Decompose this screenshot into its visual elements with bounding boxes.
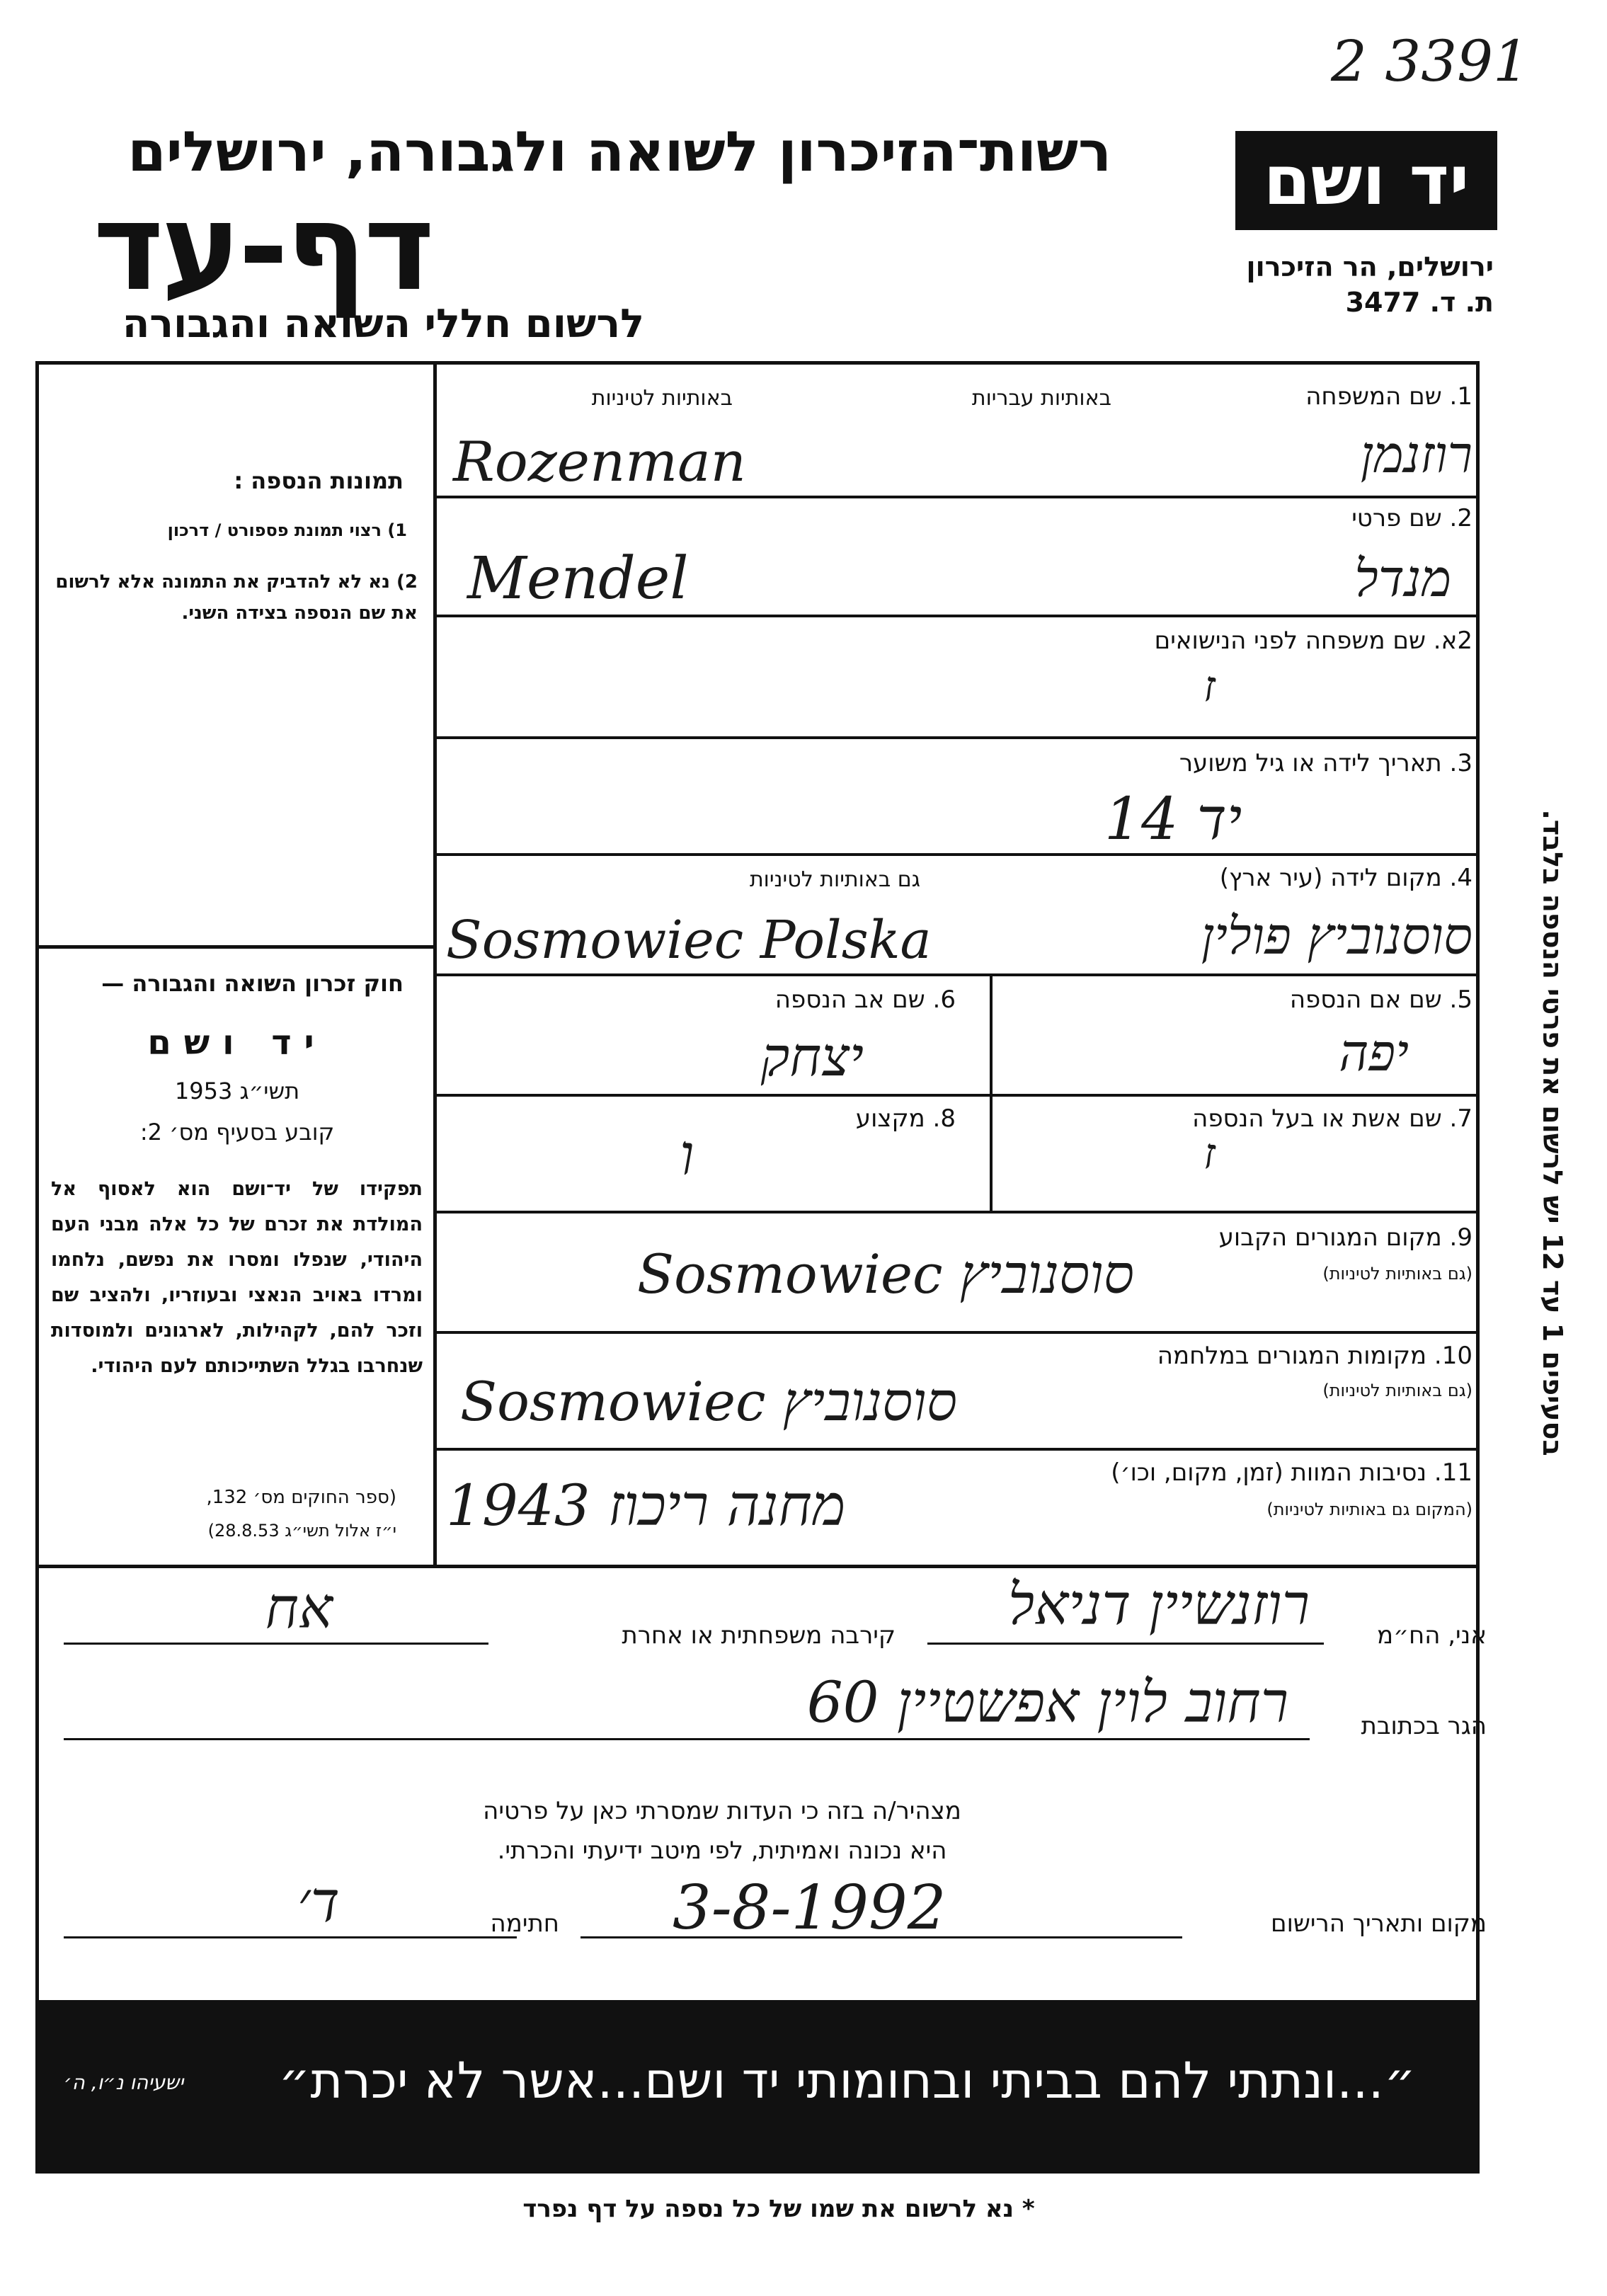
banner-source: ישעיהו נ״ו, ה׳ [64,2071,184,2094]
field-7-label: 7. שם אשת או בעל הנספה [1192,1104,1472,1133]
address-line-2: ת. ד. 3477 [1345,287,1494,318]
place-date-label: מקום ותאריך הרישום [1271,1909,1487,1938]
declarant-label: אני, הח״מ [1377,1621,1487,1650]
field-2-label: 2. שם פרטי [1351,504,1472,532]
archive-number: 2 3391 [1331,28,1529,94]
death-circumstances-value: 1943 מחנה ריכוז [446,1473,846,1538]
address-line-1: ירושלים, הר הזיכרון [1246,251,1494,282]
declaration-line-1: מצהיר/ה בזה כי העדות שמסרתי כאן על פרטיה [483,1797,961,1825]
field-9-sub: (גם באותיות לטיניות) [1322,1264,1472,1284]
banner-quote: ״...ונתתי להם בביתי ובחומותי יד ושם...אשר לא יכרת״ [278,2052,1416,2110]
law-source-1: (ספר החוקים מס׳ 132, [206,1487,396,1508]
side-note: בסעיפים 1 עד 12 יש לרשום את פרטי הנספה בלבד. [1537,809,1568,1456]
declarant-name-value: רוזנשיין דניאל [1007,1572,1310,1638]
field-11-sub: (המקום גם באותיות לטיניות) [1266,1500,1472,1519]
form-subtitle: לרשום חללי השואה והגבורה [122,301,644,347]
place-date-value: 3-8-1992 [673,1873,947,1943]
photo-box-title: תמונות הנספה : [234,467,404,494]
field-6-label: 6. שם אב הנספה [774,986,956,1014]
form-title: דף-עד [93,178,432,318]
spouse-name-value: ז [1203,1129,1216,1179]
first-name-hebrew-value: מנדל [1354,549,1451,608]
yad-vashem-logo [1235,131,1497,230]
field-1-label: 1. שם המשפחה [1305,382,1472,411]
residence-value: Sosmowiec סוסנוביץ [637,1243,1134,1306]
first-name-latin-value: Mendel [467,545,689,612]
signature-value: ד׳ [297,1869,340,1935]
relation-value: אח [265,1575,333,1641]
law-name: יד ושם [147,1023,327,1063]
field-8-label: 8. מקצוע [855,1104,956,1133]
address-value: רחוב לוין אפשטיין 60 [806,1669,1288,1735]
logo-text: יד ושם [1263,141,1470,220]
field-5-label: 5. שם אם הנספה [1289,986,1472,1014]
surname-latin-value: Rozenman [453,430,746,494]
quote-banner [35,2004,1480,2174]
field-10-sub: (גם באותיות לטיניות) [1322,1381,1472,1400]
maiden-name-value: ז [1203,662,1216,712]
authority-title: רשות־הזיכרון לשואה ולגבורה, ירושלים [127,120,1111,184]
declaration-line-2: היא נכונה ואמיתית, לפי מיטב ידיעתי והכרתי. [497,1837,947,1865]
birthplace-latin-value: Sosmowiec Polska [446,910,932,971]
field-9-label: 9. מקום המגורים הקבוע [1218,1223,1472,1252]
mother-name-value: יפה [1339,1023,1409,1083]
law-text: תפקידו של יד־ושם הוא לאסוף אל המולדת את זכרם של כל אלה מבני העם היהודי, שנפלו ומסרו את נפשם, נלחמו ומרדו באויב הנאצי ובעוזריו, ולהציב שם וזכר להם, לקהילות, לארגונים ולמוסדות שנחרבו בגלל השתייכותם לעם היהודי. [51,1178,423,1377]
field-4-latin-header: גם באותיות לטיניות [749,867,920,892]
field-11-label: 11. נסיבות המוות (זמן, מקום, וכו׳) [1111,1458,1472,1487]
wartime-residence-value: Sosmowiec סוסנוביץ [460,1370,957,1433]
field-1-hebrew-header: באותיות עבריות [971,386,1111,411]
photo-note-2: 2) נא לא להדביק את התמונה אלא לרשום את שם הנספה בצידה השני. [55,571,418,624]
field-4-label: 4. מקום לידה (עיר ארץ) [1219,864,1472,892]
surname-hebrew-value: רוזנמן [1360,425,1472,484]
law-year: תשי״ג 1953 [174,1078,300,1104]
profession-value: ו [680,1122,694,1188]
field-2a-label: 2א. שם משפחה לפני הנישואים [1154,627,1472,655]
law-title: חוק זכרון השואה והגבורה — [101,970,404,997]
photo-note-1: 1) רצוי תמונת פספורט / דרכון [167,520,407,540]
address-label: הגר בכתובת [1361,1712,1487,1740]
birthplace-hebrew-value: סוסנוביץ פולין [1201,906,1472,966]
birth-date-value: 14 יד [1104,786,1242,853]
footer-note: * נא לרשום את שמו של כל נספה על דף נפרד [522,2195,1035,2223]
field-1-latin-header: באותיות לטיניות [591,386,733,411]
law-source-2: י״ז אלול תשי״ג 28.8.53) [207,1521,396,1541]
declaration-text [382,1791,1062,1871]
field-3-label: 3. תאריך לידה או גיל משוער [1179,749,1472,777]
father-name-value: יצחק [760,1025,864,1088]
law-clause: קובע בסעיף מס׳ 2: [139,1119,335,1146]
signature-label: חתימה [490,1909,559,1938]
relation-label: קירבה משפחתית או אחרת [622,1621,896,1650]
field-10-label: 10. מקומות המגורים במלחמה [1157,1342,1472,1370]
